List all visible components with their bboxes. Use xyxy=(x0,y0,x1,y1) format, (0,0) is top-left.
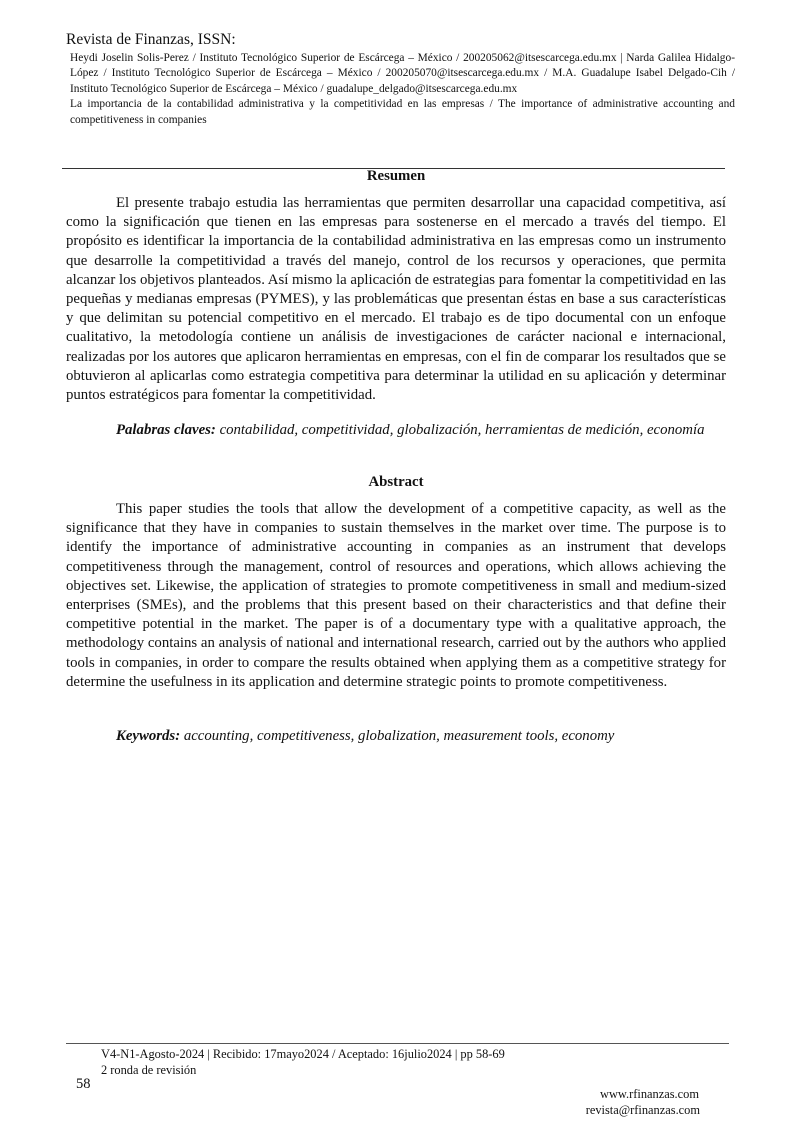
review-round: 2 ronda de revisión xyxy=(101,1063,197,1077)
author-list: Heydi Joselin Solis-Perez / Instituto Tecnológico Superior de Escárcega – México / 200205062@itsescarcega.edu.mx | Narda Galilea Hidalgo-López / Instituto Tecnológico Superior de Escárcega – México / 200205070@itsescarcega.edu.mx / M.A. Guadalupe Isabel Delgado-Cih / Instituto Tecnológico Superior de Escárcega – México / guadalupe_delgado@itsescarcega.edu.mx xyxy=(70,52,735,95)
keywords-label-es: Palabras claves: xyxy=(116,422,216,438)
website-link[interactable]: www.rfinanzas.com xyxy=(600,1087,699,1101)
journal-title: Revista de Finanzas, ISSN: xyxy=(66,31,236,48)
keywords-label-en: Keywords: xyxy=(116,728,181,744)
abstract-text: This paper studies the tools that allow the development of a competitive capacity, as well as the significance that they have in companies to sustain themselves in the market over time. The purpose is to identify the importance of administrative accounting in companies as an instrument that develops competitiveness through the management, control of resources and operations, which allows achieving the objectives set. Likewise, the application of strategies to promote competitiveness in small and medium-sized enterprises (SMEs), and the problems that this present based on their characteristics and that define their competitive potential in the market. The paper is of a documentary type with a qualitative approach, the methodology contains an analysis of national and international research, carried out by the authors who applied tools in companies, in order to compare the results obtained when applying them as a competitive strategy for determine the usefulness in its application and determine strategic points to promote competitiveness. xyxy=(66,501,726,690)
article-title: La importancia de la contabilidad administrativa y la competitividad en las empresas / The importance of administrative accounting and competitiveness in companies xyxy=(70,98,735,126)
volume-info: V4-N1-Agosto-2024 | Recibido: 17mayo2024 / Aceptado: 16julio2024 | pp 58-69 xyxy=(101,1047,505,1061)
abstract-heading: Abstract xyxy=(368,474,424,490)
resumen-text: El presente trabajo estudia las herramientas que permiten desarrollar una capacidad competitiva, así como la significación que tienen en las empresas para sostenerse en el mercado a través del tiempo. El propósito es identificar la importancia de la contabilidad administrativa en las empresas como un instrumento que desarrolle la competitividad a través del manejo, control de los recursos y operaciones, que permita alcanzar los objetivos planteados. Así mismo la aplicación de estrategias para fomentar la competitividad en las pequeñas y medianas empresas (PYMES), y las problemáticas que presentan éstas en base a sus características y que delimitan su potencial competitivo en el mercado. El trabajo es de tipo documental con un enfoque cualitativo, la metodología contiene un análisis de investigaciones de carácter nacional e internacional, realizadas por los autores que aplicaron herramientas en empresas, con el fin de comparar los resultados que se obtuvieron al aplicarlas como estrategia competitiva para determinar la utilidad en su aplicación y determinar puntos estratégicos para fomentar la competitividad. xyxy=(66,195,726,404)
keywords-list-es: contabilidad, competitividad, globalización, herramientas de medición, economía xyxy=(219,422,705,438)
resumen-keywords xyxy=(66,421,726,440)
keywords-list-en: accounting, competitiveness, globalization, measurement tools, economy xyxy=(183,728,615,744)
page-number: 58 xyxy=(76,1076,91,1092)
contact-email[interactable]: revista@rfinanzas.com xyxy=(585,1103,700,1117)
resumen-heading: Resumen xyxy=(366,168,426,184)
footer-divider xyxy=(66,1043,729,1044)
author-block xyxy=(70,51,735,128)
abstract-keywords xyxy=(66,727,726,746)
